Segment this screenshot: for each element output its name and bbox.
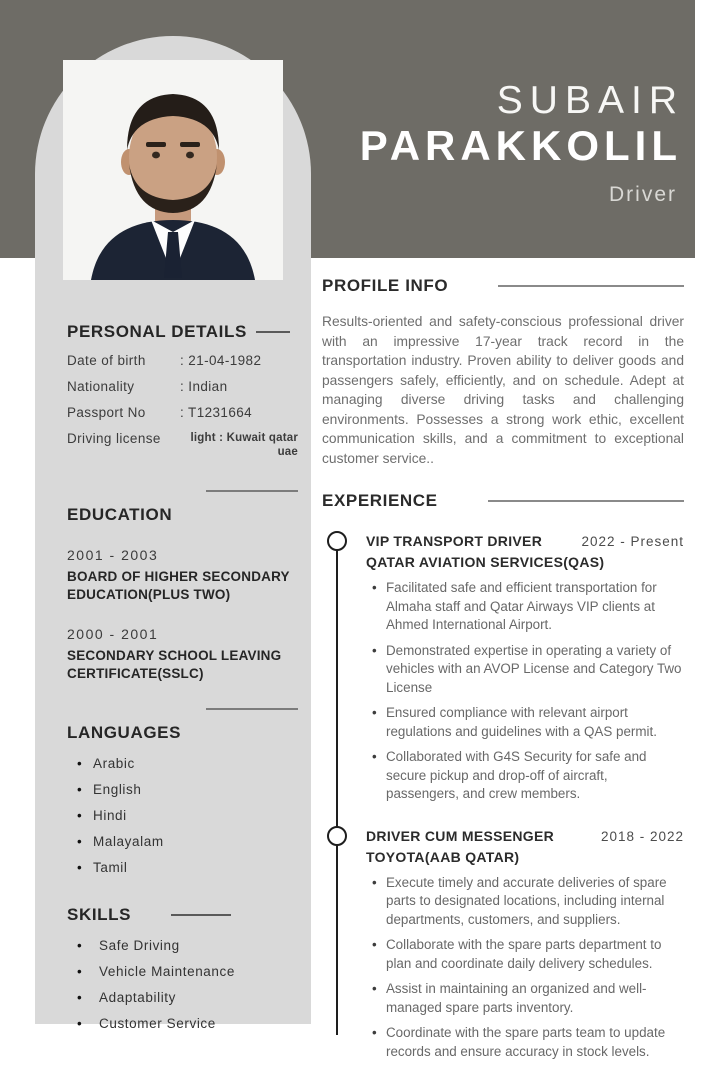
job-role: VIP TRANSPORT DRIVER — [366, 533, 543, 549]
languages-title-row — [67, 723, 298, 743]
job-dates: 2018 - 2022 — [600, 828, 684, 844]
detail-row — [67, 431, 298, 459]
detail-row — [67, 379, 298, 394]
language-item: • Hindi — [93, 808, 298, 823]
language-item: • Tamil — [93, 860, 298, 875]
job-bullet: • Assist in maintaining an organized and well-managed spare parts inventory. — [386, 980, 684, 1017]
education-divider — [206, 490, 298, 492]
language-item: • Malayalam — [93, 834, 298, 849]
job-entry — [322, 828, 684, 1062]
skill-item: • Vehicle Maintenance — [93, 964, 298, 979]
education-years: 2001 - 2003 — [67, 547, 159, 563]
skill-item: • Safe Driving — [93, 938, 298, 953]
education-title-row — [67, 505, 298, 525]
job-bullet: • Collaborate with the spare parts department to plan and coordinate daily delivery schedules. — [386, 936, 684, 973]
education-entry — [67, 626, 298, 683]
job-company: TOYOTA(AAB QATAR) — [366, 848, 520, 865]
detail-label: Driving license — [67, 431, 161, 446]
education-entry — [67, 547, 298, 604]
education-years: 2000 - 2001 — [67, 626, 159, 642]
job-bullets — [366, 874, 684, 1062]
skill-item: • Customer Service — [93, 1016, 298, 1031]
timeline-marker-icon — [327, 826, 347, 846]
first-name: SUBAIR — [496, 79, 684, 122]
languages-list — [67, 756, 298, 875]
experience-title: EXPERIENCE — [322, 491, 438, 510]
skills-title-row — [67, 905, 298, 925]
detail-label: Nationality — [67, 379, 135, 394]
language-item: • English — [93, 782, 298, 797]
job-bullet: • Coordinate with the spare parts team to update records and ensure accuracy in stock levels. — [386, 1024, 684, 1061]
detail-value: light : Kuwait qatar uae — [190, 432, 298, 458]
job-company: QATAR AVIATION SERVICES(QAS) — [366, 554, 605, 570]
job-header — [366, 828, 684, 844]
detail-value: : 21-04-1982 — [180, 353, 262, 368]
job-bullets — [366, 579, 684, 804]
job-dates: 2022 - Present — [581, 534, 684, 549]
job-bullet: • Execute timely and accurate deliveries of spare parts to designated locations, including internal departments, customers, and suppliers. — [386, 874, 684, 930]
skills-title: SKILLS — [67, 905, 132, 924]
timeline-marker-icon — [327, 531, 347, 551]
job-title: Driver — [609, 183, 677, 206]
sidebar-panel — [35, 36, 311, 1031]
education-degree: BOARD OF HIGHER SECONDARY EDUCATION(PLUS TWO) — [67, 569, 290, 602]
job-bullet: • Demonstrated expertise in operating a variety of vehicles with an AVOP License and Category Two License — [386, 642, 684, 698]
job-bullet: • Facilitated safe and efficient transportation for Almaha staff and Qatar Airways VIP clients at Ahmed International Airport. — [386, 579, 684, 635]
main-column — [322, 276, 684, 1068]
profile-summary: Results-oriented and safety-conscious professional driver with an impressive 17-year track record in the transportation industry. Proven ability to deliver goods and passengers safely, efficiently, and on schedule. Adept at managing diverse driving tasks and challenging environments. Possesses a strong work ethic, excellent communication skills, and a commitment to exceptional customer service.. — [322, 314, 684, 466]
personal-details-title: PERSONAL DETAILS — [67, 322, 247, 341]
profile-photo-image — [63, 60, 283, 280]
experience-timeline — [322, 533, 684, 1061]
education-degree: SECONDARY SCHOOL LEAVING CERTIFICATE(SSLC) — [67, 648, 282, 681]
languages-divider — [206, 708, 298, 710]
detail-row — [67, 353, 298, 368]
skills-divider — [171, 914, 231, 916]
profile-info-title-row — [322, 276, 684, 296]
personal-details-title-row — [67, 322, 298, 342]
detail-row — [67, 405, 298, 420]
last-name: PARAKKOLIL — [359, 122, 682, 169]
name-block — [359, 79, 684, 207]
personal-details-divider — [256, 331, 290, 333]
experience-divider — [488, 500, 684, 502]
job-bullet: • Collaborated with G4S Security for safe and secure pickup and drop-off of aircraft, passengers, and crew members. — [386, 748, 684, 804]
profile-photo — [63, 60, 283, 280]
profile-info-divider — [498, 285, 684, 287]
education-title: EDUCATION — [67, 505, 173, 524]
skills-list — [67, 938, 298, 1031]
detail-label: Date of birth — [67, 353, 146, 368]
profile-info-title: PROFILE INFO — [322, 276, 449, 295]
job-entry — [322, 533, 684, 804]
job-header — [366, 533, 684, 549]
job-role: DRIVER CUM MESSENGER — [366, 827, 555, 844]
detail-label: Passport No — [67, 405, 146, 420]
language-item: • Arabic — [93, 756, 298, 771]
job-bullet: • Ensured compliance with relevant airport regulations and guidelines with a QAS permit. — [386, 704, 684, 741]
detail-value: : Indian — [180, 379, 228, 394]
detail-value: : T1231664 — [180, 405, 253, 420]
languages-title: LANGUAGES — [67, 723, 182, 742]
skill-item: • Adaptability — [93, 990, 298, 1005]
experience-title-row — [322, 491, 684, 511]
sidebar-content — [67, 322, 298, 1042]
